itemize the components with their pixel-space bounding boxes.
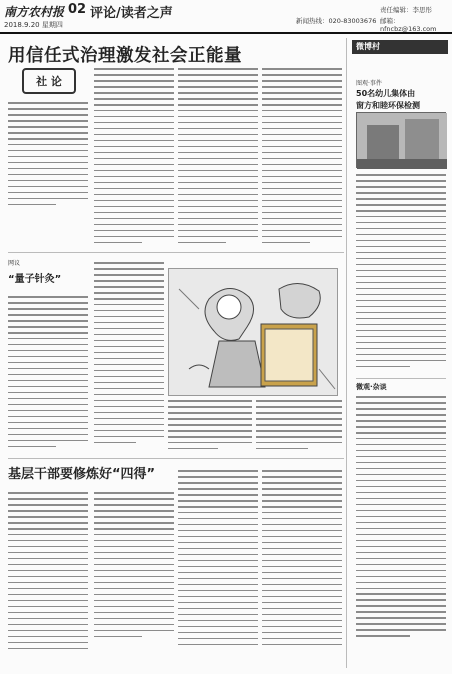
editorial-badge: 社 论: [22, 68, 76, 94]
photo-scene: [357, 113, 447, 169]
masthead: 南方农村报: [4, 5, 65, 19]
bottom-column-3: [178, 470, 258, 650]
quantum-box: [8, 256, 88, 456]
section-divider-2: [8, 458, 344, 459]
column-divider-right: [346, 38, 347, 668]
quantum-column-3: [168, 400, 252, 454]
main-headline: 用信任式治理激发社会正能量: [8, 46, 242, 66]
section-title: 评论/读者之声: [90, 6, 173, 21]
quantum-title: “量子针灸”: [8, 274, 62, 285]
bottom-column-4: [262, 470, 342, 650]
bottom-column-1: [8, 492, 88, 654]
right-article-text-2: [356, 396, 446, 641]
cartoon-illustration: [168, 268, 338, 396]
news-hotline: 新闻热线：020-83003676: [296, 17, 377, 25]
editorial-box: [8, 64, 88, 214]
page-header: [0, 0, 452, 34]
editorial-text: [8, 102, 88, 210]
email-line: 邮箱：nfncbz@163.com: [380, 17, 437, 33]
section-divider-1: [8, 252, 344, 253]
right-article-text: [356, 174, 446, 371]
page-number: 02: [68, 2, 87, 17]
editorial-column-2: [94, 68, 174, 248]
right-headline-line2: 窗方和睦环保检测: [356, 101, 420, 110]
right-divider: [356, 378, 446, 379]
quantum-text: [8, 296, 88, 452]
editorial-column-3: [178, 68, 258, 248]
editorial-column-4: [262, 68, 342, 248]
quantum-column-4: [256, 400, 342, 454]
quantum-column-2: [94, 262, 164, 448]
date-line: 2018.9.20 星期四: [4, 21, 63, 29]
right-headline-line1: 50名幼儿集体由: [356, 89, 416, 98]
cartoon-drawing: [169, 269, 338, 396]
editor-line: 责任编辑：李思彤: [380, 6, 432, 14]
bottom-column-2: [94, 492, 174, 642]
quantum-kicker: 网议: [8, 260, 21, 267]
photo-event-tag: 图观·事件: [356, 80, 382, 87]
news-photo: [356, 112, 446, 168]
weibo-village-header: 微博村: [352, 40, 448, 54]
weibo-talk-section: 微观·杂谈: [356, 383, 387, 391]
bottom-article-title: 基层干部要修炼好“四得”: [8, 467, 156, 482]
